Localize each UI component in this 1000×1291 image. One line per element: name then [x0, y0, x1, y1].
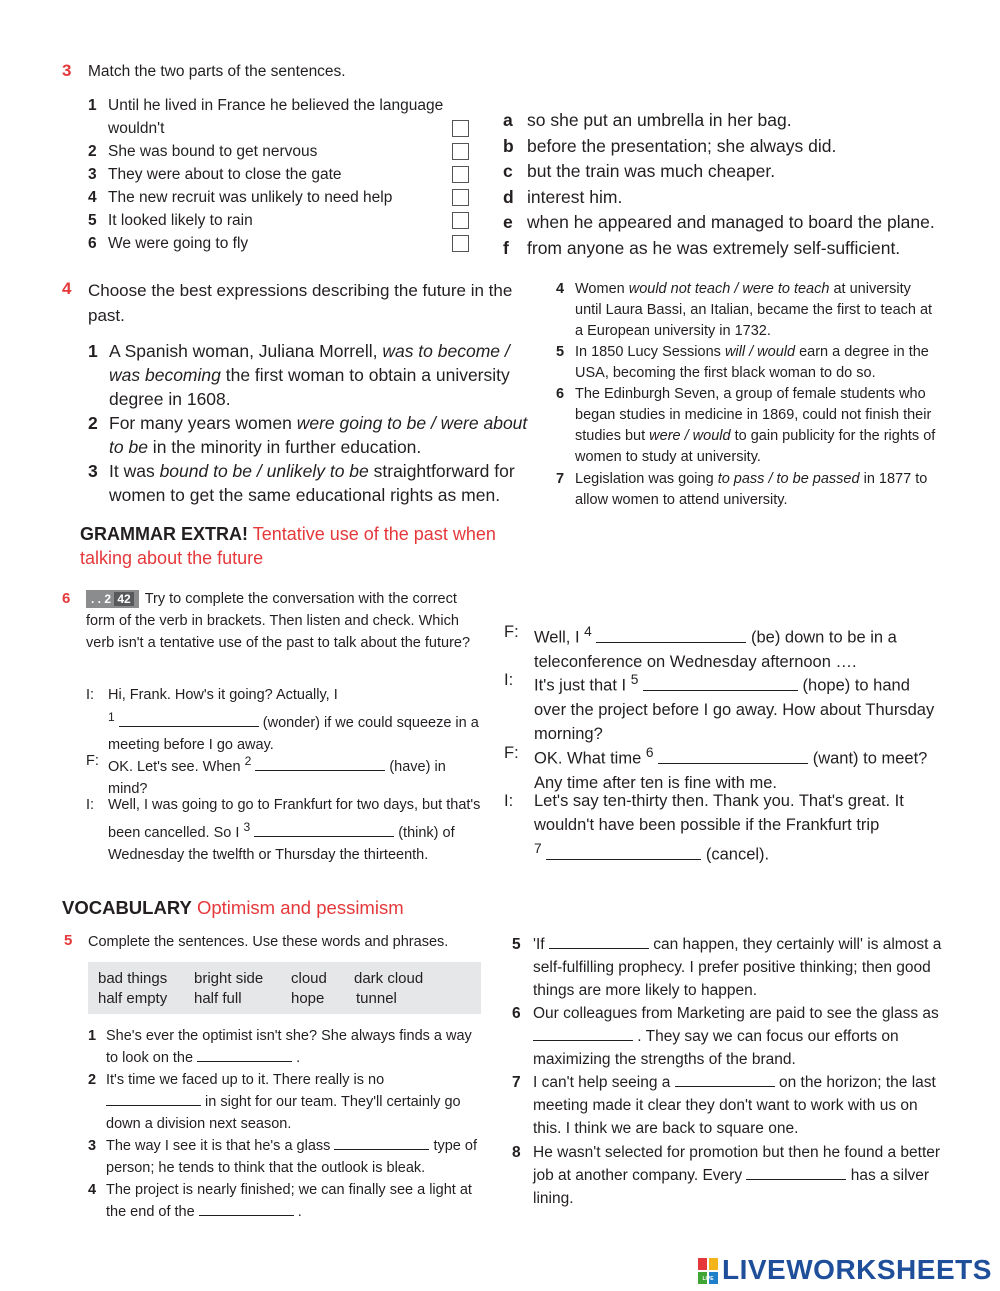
answer-blank[interactable]: [106, 1091, 201, 1106]
list-item: d interest him.: [503, 187, 623, 207]
dialogue-line: F: OK. Let's see. When $^2$ (have) in mind?: [86, 753, 446, 797]
exercise-3-number: 3: [62, 61, 72, 80]
option-choice[interactable]: bound to be / unlikely to be: [159, 461, 369, 481]
exercise-4-number: 4: [62, 279, 72, 298]
word-bank-item: tunnel: [356, 990, 397, 1007]
list-item: 2 For many years women were going to be / were about to be in the minority in further education.: [88, 413, 528, 457]
audio-track-badge[interactable]: . . 2 42: [86, 590, 139, 608]
answer-box-1[interactable]: [452, 120, 469, 137]
option-choice[interactable]: were going to be / were about to be: [109, 413, 528, 457]
dialogue-line: I: Well, I was going to go to Frankfurt for two days, but that's been cancelled. So I $^3$ (think) of Wednesday the twelfth or Thursday the thirteenth.: [86, 797, 481, 863]
liveworksheets-logo-mark: [698, 1258, 718, 1284]
list-item: 4 The project is nearly finished; we can finally see a light at the end of the .: [88, 1182, 472, 1220]
answer-blank-6[interactable]: [658, 749, 808, 764]
list-item: 1 A Spanish woman, Juliana Morrell, was to become / was becoming the first woman to obtain a university degree in 1608.: [88, 341, 510, 409]
exercise-4-instruction: Choose the best expressions describing the future in the past.: [88, 281, 513, 325]
answer-blank[interactable]: [199, 1201, 294, 1216]
dialogue-line: F: Well, I $^4$ (be) down to be in a teleconference on Wednesday afternoon ….: [504, 623, 897, 671]
list-item: 3 They were about to close the gate: [88, 166, 342, 183]
answer-box-6[interactable]: [452, 235, 469, 252]
list-item: 5 It looked likely to rain: [88, 212, 253, 229]
svg-text:LIVE: LIVE: [702, 1276, 714, 1282]
exercise-6-number: 6: [62, 590, 71, 607]
list-item: e when he appeared and managed to board the plane.: [503, 212, 935, 232]
list-item: 7 I can't help seeing a on the horizon; the last meeting made it clear they don't want to work with us on this. I think we are back to square one.: [512, 1074, 936, 1137]
answer-box-4[interactable]: [452, 189, 469, 206]
option-choice[interactable]: were / would: [649, 428, 731, 444]
answer-box-5[interactable]: [452, 212, 469, 229]
list-item: 8 He wasn't selected for promotion but then he found a better job at another company. Every has a silver lining.: [512, 1144, 941, 1207]
dialogue-line: I: It's just that I $^5$ (hope) to hand over the project before I go away. How about Thursday morning?: [504, 671, 935, 743]
word-bank-item: cloud: [291, 970, 327, 987]
answer-blank-5[interactable]: [643, 676, 798, 691]
answer-blank-4[interactable]: [596, 628, 746, 643]
dialogue-line: I: Let's say ten-thirty then. Thank you. That's great. It wouldn't have been possible if the Frankfurt trip $^7$ (cancel).: [504, 792, 904, 864]
dialogue-line: I: Hi, Frank. How's it going? Actually, I $^1$ (wonder) if we could squeeze in a meeting before I go away.: [86, 687, 479, 753]
dialogue-line: F: OK. What time $^6$ (want) to meet? Any time after ten is fine with me.: [504, 744, 928, 792]
exercise-6-instruction-block: . . 2 42 Try to complete the conversation with the correct form of the verb in brackets. Then listen and check. Which verb isn't a tentative use of the past to talk about the future?: [86, 591, 471, 651]
word-bank: [88, 962, 481, 1014]
vocabulary-heading: VOCABULARY Optimism and pessimism: [62, 897, 404, 918]
list-item: 3 The way I see it is that he's a glass type of person; he tends to think that the outlook is bleak.: [88, 1135, 483, 1179]
answer-blank[interactable]: [197, 1047, 292, 1062]
list-item: f from anyone as he was extremely self-sufficient.: [503, 238, 901, 258]
option-choice[interactable]: was to become / was becoming: [109, 341, 510, 385]
answer-blank-3[interactable]: [254, 822, 394, 837]
option-choice[interactable]: will / would: [724, 344, 796, 360]
answer-blank[interactable]: [549, 934, 649, 949]
word-bank-item: bad things: [98, 970, 168, 987]
list-item: 6 The Edinburgh Seven, a group of female students who began studies in medicine in 1869, could not finish their studies but were / would to gain publicity for the rights of women to study at university.: [556, 386, 936, 465]
answer-blank-7[interactable]: [546, 845, 701, 860]
answer-blank[interactable]: [533, 1026, 633, 1041]
answer-blank[interactable]: [675, 1072, 775, 1087]
list-item: 4 The new recruit was unlikely to need help: [88, 189, 393, 206]
option-choice[interactable]: to pass / to be passed: [717, 471, 860, 487]
answer-box-3[interactable]: [452, 166, 469, 183]
word-bank-item: bright side: [194, 970, 264, 987]
word-bank-item: hope: [291, 990, 325, 1007]
word-bank-item: half empty: [98, 990, 168, 1007]
option-choice[interactable]: would not teach / were to teach: [628, 281, 830, 297]
grammar-extra-heading: GRAMMAR EXTRA! Tentative use of the past when talking about the future: [80, 524, 496, 568]
answer-blank-2[interactable]: [255, 756, 385, 771]
list-item: 5 In 1850 Lucy Sessions will / would earn a degree in the USA, becoming the first black woman to do so.: [556, 344, 929, 381]
answer-blank[interactable]: [746, 1165, 846, 1180]
list-item: 4 Women would not teach / were to teach at university until Laura Bassi, an Italian, became the first to teach at a European university in 1732.: [556, 281, 933, 339]
list-item: 1 She's ever the optimist isn't she? She always finds a way to look on the .: [88, 1028, 472, 1066]
word-bank-item: half full: [194, 990, 242, 1007]
list-item: 2 She was bound to get nervous: [88, 143, 318, 160]
exercise-5-instruction: Complete the sentences. Use these words and phrases.: [88, 934, 449, 950]
list-item: 2 It's time we faced up to it. There really is no in sight for our team. They'll certainly go down a division next season.: [88, 1072, 461, 1132]
list-item: 6 Our colleagues from Marketing are paid to see the glass as . They say we can focus our efforts on maximizing the strengths of the brand.: [512, 1005, 939, 1068]
list-item: 1 Until he lived in France he believed the language wouldn't: [88, 97, 444, 137]
answer-blank[interactable]: [334, 1135, 429, 1150]
answer-box-2[interactable]: [452, 143, 469, 160]
list-item: 6 We were going to fly: [88, 235, 249, 252]
word-bank-item: dark cloud: [354, 970, 424, 987]
liveworksheets-logo[interactable]: LIVEWORKSHEETS: [722, 1254, 992, 1285]
list-item: 3 It was bound to be / unlikely to be straightforward for women to get the same educational rights as men.: [88, 461, 515, 505]
list-item: b before the presentation; she always did.: [503, 136, 837, 156]
exercise-3-instruction: Match the two parts of the sentences.: [88, 63, 346, 80]
list-item: 5 'If can happen, they certainly will' is almost a self-fulfilling prophecy. I prefer positive thinking; then good things are more likely to happen.: [512, 936, 942, 999]
list-item: c but the train was much cheaper.: [503, 161, 776, 181]
list-item: 7 Legislation was going to pass / to be passed in 1877 to allow women to attend university.: [556, 471, 928, 508]
exercise-5-number: 5: [64, 932, 73, 949]
list-item: a so she put an umbrella in her bag.: [503, 110, 792, 130]
answer-blank-1[interactable]: [119, 712, 259, 727]
